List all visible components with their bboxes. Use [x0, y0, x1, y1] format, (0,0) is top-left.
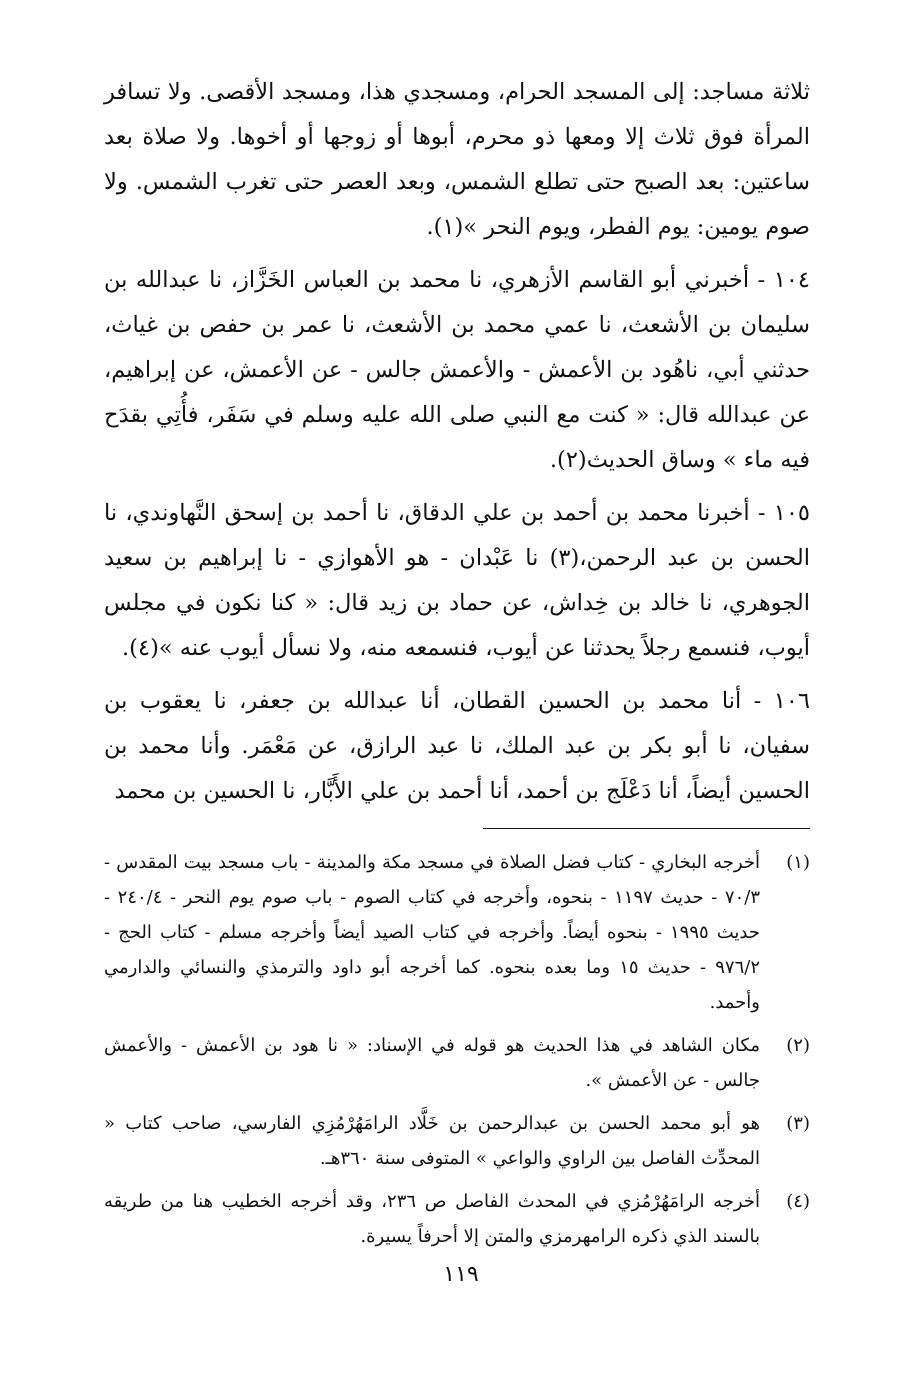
footnote-text: هو أبو محمد الحسن بن عبدالرحمن بن خَلَّاد الرامَهُرْمُزِي الفارسي، صاحب كتاب « المحدِّث الفاصل بين الراوي والواعي » المتوفى سنة ٣٦٠هـ.	[104, 1113, 760, 1169]
paragraph-hadith-104: ١٠٤ - أخبرني أبو القاسم الأزهري، نا محمد بن العباس الخَزَّاز، نا عبدالله بن سليمان بن الأشعث، نا عمي محمد بن الأشعث، نا عمر بن حفص بن غياث، حدثني أبي، ناهُود بن الأعمش - والأعمش جالس - عن الأعمش، عن إبراهيم، عن عبدالله قال: « كنت مع النبي صلى الله عليه وسلم في سَفَر، فأُتِي بقدَح فيه ماء » وساق الحديث(٢).	[104, 267, 810, 473]
footnote-item	[104, 1106, 810, 1176]
footnote-text: أخرجه الرامَهُرْمُزي في المحدث الفاصل ص ٢٣٦، وقد أخرجه الخطيب هنا من طريقه بالسند الذي ذكره الرامهرمزي والمتن إلا أحرفاً يسيرة.	[104, 1191, 760, 1247]
footnote-number: (٤)	[786, 1191, 810, 1212]
footnote-item	[104, 845, 810, 1020]
footnote-text: أخرجه البخاري - كتاب فضل الصلاة في مسجد مكة والمدينة - باب مسجد بيت المقدس - ٧٠/٣ - حديث ١١٩٧ - بنحوه، وأخرجه في كتاب الصوم - باب صوم يوم النحر - ٢٤٠/٤ - حديث ١٩٩٥ - بنحوه أيضاً. وأخرجه في كتاب الصيد أيضاً وأخرجه مسلم - كتاب الحج - ٩٧٦/٢ - حديث ١٥ وما بعده بنحوه. كما أخرجه أبو داود والترمذي والنسائي والدارمي وأحمد.	[104, 852, 760, 1013]
footnote-item	[104, 1184, 810, 1254]
main-text	[104, 70, 810, 814]
footnote-number: (٢)	[786, 1035, 810, 1056]
paragraph-hadith-103-end: ثلاثة مساجد: إلى المسجد الحرام، ومسجدي هذا، ومسجد الأقصى. ولا تسافر المرأة فوق ثلاث إلا ومعها ذو محرم، أبوها أو زوجها أو أخوها. ولا صلاة بعد ساعتين: بعد الصبح حتى تطلع الشمس، وبعد العصر حتى تغرب الشمس. ولا صوم يومين: يوم الفطر، ويوم النحر »(١).	[104, 79, 810, 240]
footnotes	[104, 845, 810, 1254]
page-number: ١١٩	[443, 1262, 479, 1287]
footnote-number: (١)	[786, 852, 810, 873]
footnote-text: مكان الشاهد في هذا الحديث هو قوله في الإسناد: « نا هود بن الأعمش - والأعمش جالس - عن الأعمش ».	[104, 1035, 760, 1091]
footnote-item	[104, 1028, 810, 1098]
paragraph-hadith-105: ١٠٥ - أخبرنا محمد بن أحمد بن علي الدقاق، نا أحمد بن إسحق النَّهاوندي، نا الحسن بن عبد الرحمن،(٣) نا عَبْدان - هو الأهوازي - نا إبراهيم بن سعيد الجوهري، نا خالد بن خِداش، عن حماد بن زيد قال: « كنا نكون في مجلس أيوب، فنسمع رجلاً يحدثنا عن أيوب، فنسمعه منه، ولا نسأل أيوب عنه »(٤).	[104, 500, 810, 661]
paragraph-hadith-106: ١٠٦ - أنا محمد بن الحسين القطان، أنا عبدالله بن جعفر، نا يعقوب بن سفيان، نا أبو بكر بن عبد الملك، نا عبد الرازق، عن مَعْمَر. وأنا محمد بن الحسين أيضاً، أنا دَعْلَج بن أحمد، أنا أحمد بن علي الأَبَّار، نا الحسين بن محمد	[104, 688, 810, 804]
footnote-divider	[104, 814, 810, 833]
footnote-number: (٣)	[786, 1113, 810, 1134]
